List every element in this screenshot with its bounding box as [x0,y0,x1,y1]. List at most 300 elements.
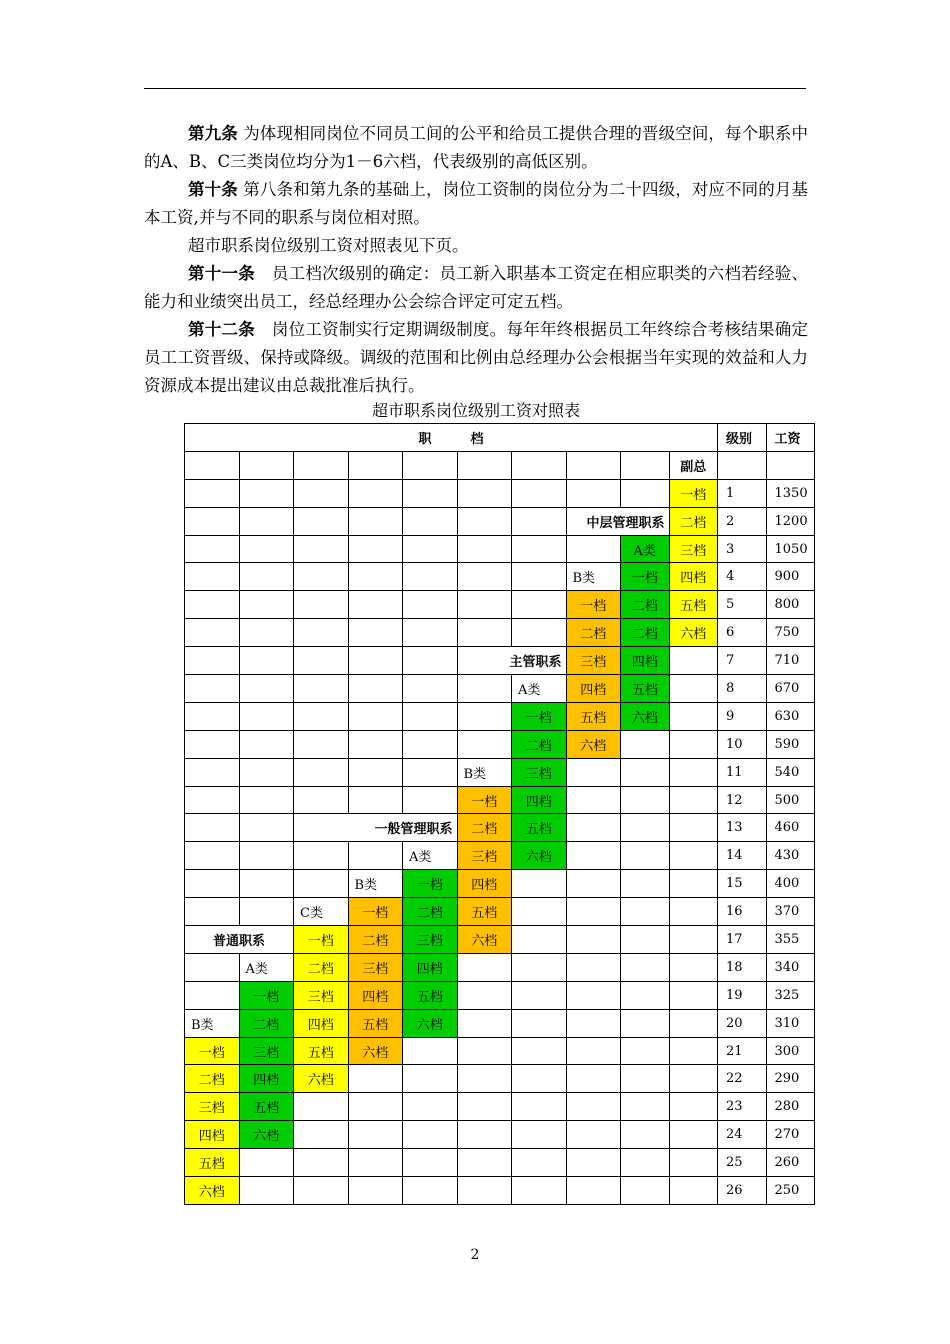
pay-cell: 370 [766,898,815,926]
grade-cell: 三档 [348,953,403,981]
empty-cell [185,647,240,675]
grade-cell: 二档 [348,926,403,954]
body-text [144,120,808,400]
empty-cell [403,675,458,703]
grade-cell: 五档 [669,591,718,619]
grade-cell: 二档 [457,814,512,842]
empty-cell [185,786,240,814]
category-label-cell: 一般管理职系 [294,814,458,842]
pay-cell: 340 [766,953,815,981]
empty-cell [669,953,718,981]
table-row [185,758,815,786]
empty-cell [457,675,512,703]
class-label-cell: A类 [403,842,458,870]
empty-cell [185,814,240,842]
empty-cell [294,702,349,730]
header-level-cell: 级别 [718,424,767,452]
grade-cell: 六档 [239,1121,294,1149]
level-cell: 19 [718,981,767,1009]
empty-cell [512,1065,567,1093]
empty-cell [348,479,403,507]
level-cell: 22 [718,1065,767,1093]
grade-cell: 四档 [294,1009,349,1037]
grade-cell: 六档 [621,702,670,730]
grade-cell: 一档 [294,926,349,954]
empty-cell [566,786,621,814]
table-row [185,1037,815,1065]
empty-cell [457,619,512,647]
empty-cell [185,619,240,647]
empty-cell [403,1177,458,1205]
article-text: 员工档次级别的确定：员工新入职基本工资定在相应职类的六档若经验、能力和业绩突出员工，经总经理办公会综合评定可定五档。 [144,264,809,311]
pay-cell: 1350 [766,479,815,507]
class-label-cell: C类 [294,898,349,926]
empty-cell [403,1037,458,1065]
empty-cell [348,591,403,619]
empty-cell [294,591,349,619]
empty-cell [566,1037,621,1065]
empty-cell [403,1065,458,1093]
empty-cell [621,870,670,898]
paragraph-article-11 [144,260,808,316]
empty-cell [669,647,718,675]
grade-cell: 四档 [457,870,512,898]
empty-cell [239,507,294,535]
pay-cell: 800 [766,591,815,619]
empty-cell [403,1121,458,1149]
empty-cell [457,953,512,981]
table-row [185,591,815,619]
empty-cell [403,535,458,563]
empty-cell [669,1037,718,1065]
pay-cell: 750 [766,619,815,647]
empty-cell [457,702,512,730]
pay-cell: 460 [766,814,815,842]
grade-cell: 一档 [669,479,718,507]
empty-cell [239,479,294,507]
empty-cell [348,1149,403,1177]
empty-cell [294,842,349,870]
grade-cell: 三档 [566,647,621,675]
empty-cell [239,814,294,842]
table-row [185,619,815,647]
table-row [185,786,815,814]
header-rule [144,88,806,89]
empty-cell [566,1009,621,1037]
pay-cell: 670 [766,675,815,703]
empty-cell [239,619,294,647]
grade-cell: 五档 [185,1149,240,1177]
empty-cell [403,507,458,535]
empty-cell [185,953,240,981]
article-label: 第十条 [188,180,238,199]
empty-cell [185,535,240,563]
table-row [185,870,815,898]
empty-cell [512,1037,567,1065]
empty-cell [403,702,458,730]
pay-cell: 630 [766,702,815,730]
level-cell: 23 [718,1093,767,1121]
grade-cell: 一档 [185,1037,240,1065]
empty-cell [566,953,621,981]
grade-cell: 六档 [669,619,718,647]
empty-cell [621,786,670,814]
empty-cell [621,451,670,479]
empty-cell [348,675,403,703]
empty-cell [294,870,349,898]
empty-cell [669,702,718,730]
grade-cell: 四档 [621,647,670,675]
empty-cell [566,1093,621,1121]
article-label: 第九条 [188,124,238,143]
grade-cell: 二档 [621,619,670,647]
empty-cell [239,870,294,898]
grade-cell: 二档 [566,619,621,647]
pay-cell: 325 [766,981,815,1009]
grade-cell: 二档 [621,591,670,619]
empty-cell [403,563,458,591]
level-cell: 26 [718,1177,767,1205]
level-cell: 17 [718,926,767,954]
pay-cell: 260 [766,1149,815,1177]
grade-cell: 五档 [294,1037,349,1065]
empty-cell [239,591,294,619]
empty-cell [621,814,670,842]
empty-cell [669,786,718,814]
table-row [185,1009,815,1037]
empty-cell [512,1093,567,1121]
empty-cell [185,479,240,507]
grade-cell: 五档 [239,1093,294,1121]
empty-cell [185,870,240,898]
empty-cell [621,842,670,870]
empty-cell [294,479,349,507]
empty-cell [566,926,621,954]
level-cell: 24 [718,1121,767,1149]
grade-cell: 三档 [512,758,567,786]
pay-cell: 590 [766,730,815,758]
grade-cell: 一档 [566,591,621,619]
empty-cell [239,563,294,591]
article-label: 第十二条 [188,320,256,339]
empty-cell [403,647,458,675]
category-label-cell: 副总 [669,451,718,479]
pay-cell: 400 [766,870,815,898]
level-cell: 1 [718,479,767,507]
pay-cell: 270 [766,1121,815,1149]
grade-cell: 二档 [512,730,567,758]
grade-cell: 四档 [566,675,621,703]
wage-grade-table [184,423,815,1205]
empty-cell [669,758,718,786]
paragraph-table-note [144,232,808,260]
empty-cell [669,981,718,1009]
grade-cell: 六档 [566,730,621,758]
pay-cell: 300 [766,1037,815,1065]
empty-cell [348,1121,403,1149]
empty-cell [348,1177,403,1205]
empty-cell [512,619,567,647]
empty-cell [457,1121,512,1149]
table-row [185,647,815,675]
table-row [185,981,815,1009]
empty-cell [621,479,670,507]
grade-cell: 五档 [348,1009,403,1037]
level-cell: 20 [718,1009,767,1037]
empty-cell [621,1177,670,1205]
level-cell: 16 [718,898,767,926]
level-cell: 4 [718,563,767,591]
empty-cell [348,842,403,870]
empty-cell [239,758,294,786]
empty-cell [566,1149,621,1177]
level-cell [718,451,767,479]
class-label-cell: B类 [566,563,621,591]
empty-cell [403,758,458,786]
empty-cell [294,619,349,647]
empty-cell [457,1037,512,1065]
header-grade-cell: 职 档 [185,424,718,452]
empty-cell [348,619,403,647]
grade-cell: 四档 [403,953,458,981]
grade-cell: 三档 [669,535,718,563]
empty-cell [185,702,240,730]
empty-cell [403,451,458,479]
grade-cell: 四档 [348,981,403,1009]
empty-cell [512,981,567,1009]
grade-cell: 二档 [403,898,458,926]
pay-cell: 1200 [766,507,815,535]
pay-cell [766,451,815,479]
empty-cell [669,1065,718,1093]
empty-cell [239,702,294,730]
empty-cell [512,1121,567,1149]
grade-cell: 一档 [348,898,403,926]
grade-cell: 五档 [512,814,567,842]
level-cell: 12 [718,786,767,814]
empty-cell [512,870,567,898]
empty-cell [457,591,512,619]
empty-cell [512,591,567,619]
empty-cell [669,1009,718,1037]
empty-cell [239,786,294,814]
empty-cell [239,730,294,758]
empty-cell [185,451,240,479]
level-cell: 11 [718,758,767,786]
empty-cell [512,479,567,507]
empty-cell [566,1065,621,1093]
empty-cell [403,1149,458,1177]
empty-cell [457,1149,512,1177]
grade-cell: 三档 [294,981,349,1009]
empty-cell [348,1093,403,1121]
empty-cell [669,926,718,954]
empty-cell [239,675,294,703]
level-cell: 25 [718,1149,767,1177]
empty-cell [669,1149,718,1177]
table-row [185,1093,815,1121]
grade-cell: A类 [621,535,670,563]
grade-cell: 六档 [185,1177,240,1205]
table-row [185,507,815,535]
article-text: 超市职系岗位级别工资对照表见下页。 [188,236,469,255]
empty-cell [512,926,567,954]
empty-cell [566,1121,621,1149]
empty-cell [457,981,512,1009]
empty-cell [239,451,294,479]
table-row [185,730,815,758]
empty-cell [348,702,403,730]
empty-cell [621,981,670,1009]
empty-cell [512,535,567,563]
pay-cell: 1050 [766,535,815,563]
empty-cell [669,870,718,898]
empty-cell [669,1121,718,1149]
class-label-cell: B类 [185,1009,240,1037]
empty-cell [566,1177,621,1205]
table-row [185,953,815,981]
empty-cell [185,758,240,786]
empty-cell [512,898,567,926]
empty-cell [185,730,240,758]
grade-cell: 六档 [403,1009,458,1037]
empty-cell [512,1177,567,1205]
category-label-cell: 主管职系 [457,647,566,675]
empty-cell [621,898,670,926]
paragraph-article-9 [144,120,808,176]
article-text: 为体现相同岗位不同员工间的公平和给员工提供合理的晋级空间，每个职系中的A、B、C三类岗位均分为1－6六档，代表级别的高低区别。 [144,124,809,171]
grade-cell: 六档 [512,842,567,870]
empty-cell [294,451,349,479]
empty-cell [294,507,349,535]
empty-cell [185,842,240,870]
empty-cell [294,1177,349,1205]
empty-cell [294,675,349,703]
pay-cell: 290 [766,1065,815,1093]
table-row [185,926,815,954]
grade-cell: 六档 [348,1037,403,1065]
empty-cell [512,451,567,479]
grade-cell: 六档 [294,1065,349,1093]
empty-cell [457,563,512,591]
empty-cell [566,870,621,898]
class-label-cell: A类 [512,675,567,703]
empty-cell [294,1121,349,1149]
empty-cell [621,1121,670,1149]
empty-cell [348,507,403,535]
grade-cell: 二档 [239,1009,294,1037]
grade-cell: 五档 [457,898,512,926]
level-cell: 10 [718,730,767,758]
pay-cell: 280 [766,1093,815,1121]
empty-cell [457,730,512,758]
grade-cell: 一档 [457,786,512,814]
grade-cell: 五档 [403,981,458,1009]
table-row [185,535,815,563]
category-label-cell: 中层管理职系 [566,507,669,535]
table-row [185,1177,815,1205]
pay-cell: 710 [766,647,815,675]
empty-cell [566,479,621,507]
grade-cell: 二档 [294,953,349,981]
level-cell: 14 [718,842,767,870]
level-cell: 2 [718,507,767,535]
empty-cell [457,1177,512,1205]
empty-cell [621,1093,670,1121]
empty-cell [621,1037,670,1065]
table-row [185,1121,815,1149]
empty-cell [669,730,718,758]
pay-cell: 355 [766,926,815,954]
empty-cell [185,981,240,1009]
level-cell: 18 [718,953,767,981]
empty-cell [621,730,670,758]
empty-cell [294,647,349,675]
empty-cell [348,535,403,563]
empty-cell [239,898,294,926]
empty-cell [566,814,621,842]
paragraph-article-12 [144,316,808,400]
empty-cell [348,730,403,758]
empty-cell [621,926,670,954]
empty-cell [239,647,294,675]
empty-cell [457,451,512,479]
empty-cell [294,730,349,758]
pay-cell: 900 [766,563,815,591]
empty-cell [348,1065,403,1093]
empty-cell [669,814,718,842]
grade-cell: 三档 [239,1037,294,1065]
empty-cell [239,1177,294,1205]
empty-cell [457,1009,512,1037]
table-title: 超市职系岗位级别工资对照表 [371,401,580,420]
empty-cell [403,591,458,619]
empty-cell [621,1065,670,1093]
empty-cell [457,535,512,563]
empty-cell [566,758,621,786]
level-cell: 15 [718,870,767,898]
empty-cell [621,758,670,786]
empty-cell [348,563,403,591]
empty-cell [294,758,349,786]
grade-cell: 三档 [403,926,458,954]
empty-cell [512,507,567,535]
grade-cell: 五档 [621,675,670,703]
empty-cell [185,591,240,619]
class-label-cell: B类 [457,758,512,786]
empty-cell [621,953,670,981]
table-row [185,702,815,730]
paragraph-article-10 [144,176,808,232]
grade-cell: 一档 [403,870,458,898]
level-cell: 8 [718,675,767,703]
empty-cell [457,507,512,535]
class-label-cell: B类 [348,870,403,898]
empty-cell [185,507,240,535]
empty-cell [294,786,349,814]
table-row [185,1149,815,1177]
grade-cell: 四档 [185,1121,240,1149]
empty-cell [348,786,403,814]
empty-cell [566,981,621,1009]
grade-cell: 五档 [566,702,621,730]
empty-cell [457,1065,512,1093]
empty-cell [566,451,621,479]
empty-cell [403,730,458,758]
table-row [185,898,815,926]
empty-cell [669,1093,718,1121]
article-text: 第八条和第九条的基础上，岗位工资制的岗位分为二十四级，对应不同的月基本工资,并与不同的职系与岗位相对照。 [144,180,809,227]
